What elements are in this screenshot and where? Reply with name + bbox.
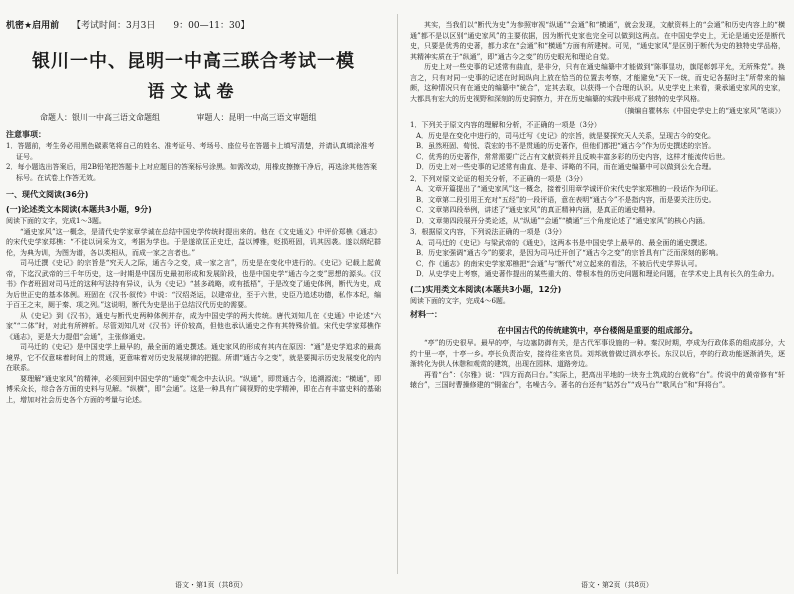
passage-paragraph: 其实，当我们以“断代为史”为参照审视“纵通”“会通”和“横通”，就会发现，文献资料上的“会通”和历史内容上的“横通”都不是以区别“通史家风”的主要依据，因为断代史家也完全可以做到这两点。在中国史学史上，无论是通史还是断代史，只要是优秀的史著，都力求在“会通”和“横通”方面有所建树。可见，“通史家风”是区别于断代为史的独特史学品格，其精神实质在于“纵通”，即“通古今之变”的历史眼光和理论自觉。 bbox=[410, 21, 785, 61]
question-option: C．文章第四段举例，讲述了“通史家风”的真正精神内涵，是真正的通史精神。 bbox=[416, 206, 660, 214]
question-option: B．虽然班固、荀悦、袁宏的书不是贯通的历史著作，但他们都把“通古今”作为历史撰述的宗旨。 bbox=[416, 142, 716, 150]
question-option: A．文章开篇提出了“通史家风”这一概念，接着引用章学诚评价宋代史学家郑樵的一段话作为印证。 bbox=[416, 185, 723, 193]
question-option: D．文章第四段展开分类论述，从“纵通”“会通”“横通”三个角度论述了“通史家风”的核心内涵。 bbox=[416, 216, 710, 225]
question-option: B．历史家强调“通古今”的要求，是因为司马迁开创了“通古今之变”的宗旨具有广泛而深刻的影响。 bbox=[416, 249, 723, 257]
question-stem: 2．下列对原文论证的相关分析，不正确的一项是（3分） bbox=[410, 174, 587, 183]
page-footer-right: 语文・第2页（共8页） bbox=[581, 581, 653, 589]
left-column bbox=[6, 20, 381, 580]
question-option: C．优秀的历史著作，常常需要广泛占有文献资料并且反映丰富多彩的历史内容，这样才能流传后世。 bbox=[416, 152, 730, 161]
passage-paragraph: “通史家风”这一概念，是清代史学家章学诚在总结中国史学传统时提出来的。他在《文史通义》中评价郑樵《通志》的宋代史学家郑樵：“不徒以词采为文，考据为学也。于是遂欲匡正史迁，益以博雅，贬损班固，讥其因袭。遂以纲纪群伦，为典为训，为图为谱，各以类相从，而成一家之言者也。” bbox=[6, 227, 381, 257]
secret-label: 机密★启用前 bbox=[6, 21, 60, 31]
subsection-heading: (二)实用类文本阅读(本题共3小题，12分) bbox=[410, 284, 562, 294]
question-option: B．文章第二段引用王充对“五经”的一段评语，意在表明“通古今”不是指内容，而是要关注历史。 bbox=[416, 195, 716, 204]
question-option: A．司马迁的《史记》与梁武帝的《通史》，这两本书是中国史学上最早的、最全面的通史撰述。 bbox=[416, 238, 712, 247]
question-option: C．作《通志》的南宋史学家郑樵把“会通”与“断代”对立起来的看法，不被后代史学界认可。 bbox=[416, 259, 702, 268]
column-divider bbox=[397, 14, 398, 574]
passage-paragraph: 要理解“通史家风”的精神，必须回到中国史学的“通变”观念中去认识。“纵通”，即贯通古今，追溯源流；“横通”，即博采众长，综合各方面的史料与见解。“纵横”，即“会通”。这是一种具有广阔视野的史学精神，即在占有丰富史料的基础上，增加对社会历史各个方面的考量与论述。 bbox=[6, 374, 381, 404]
writer: 命题人：银川一中高三语文命题组 bbox=[40, 113, 160, 122]
material-label: 材料一： bbox=[410, 310, 442, 319]
question-option: D．从史学史上考察，通史著作提出的某些重大的、带根本性的历史问题和理论问题，在学术史上具有长久的生命力。 bbox=[416, 270, 779, 278]
reviewer: 审题人：昆明一中高三语文审题组 bbox=[196, 113, 317, 122]
material-title: 在中国古代的传统建筑中，亭台楼阁是重要的组成部分。 bbox=[497, 325, 698, 335]
notice-item: 1．答题前，考生务必用黑色碳素笔将自己的姓名、准考证号、考场号、座位号在答题卡上填写清楚，并请认真填涂准考证号。 bbox=[6, 142, 375, 161]
exam-header bbox=[6, 20, 381, 33]
question-option: A．历史是在变化中进行的，司马迁写《史记》的宗旨，就是要探究天人关系，呈现古今的变化。 bbox=[416, 131, 716, 140]
right-column bbox=[410, 20, 785, 580]
notice-heading: 注意事项： bbox=[6, 130, 46, 139]
question-stem: 3．根据原文内容，下列说法正确的一项是（3分） bbox=[410, 228, 566, 236]
passage-paragraph: 司马迁的《史记》是中国史学上最早的，最全面的通史撰述。通史家风的形成有其内在原因：“通”是史学追求的最高境界，它不仅意味着时间上的贯通，更意味着对历史发展规律的把握。所谓“通古今之变”，就是要揭示历史发展变化的内在联系。 bbox=[6, 343, 381, 372]
exam-title: 银川一中、昆明一中高三联合考试一模 bbox=[32, 51, 355, 72]
question-stem: 1．下列关于原文内容的理解和分析，不正确的一项是（3分） bbox=[410, 121, 601, 129]
passage-paragraph: 司马迁撰《史记》的宗旨是“究天人之际，通古今之变，成一家之言”，历史是在变化中进行的。《史记》记载上起黄帝，下迄汉武帝的三千年历史，这一时期是中国历史最初形成和发展阶段，也是中国史学“通古今之变”思想的源头。《汉书》作者班固对司马迁的这种写法持有异议，认为《史记》“甚多疏略，或有抵梧”，于是改变了通史体例，断代为史，成为后世正史的基本体例。班固在《汉书·叙传》中说：“汉绍尧运，以建帝业，至于六世，史臣乃追述功德，私作本纪，编于百王之末，厕于秦、项之列。”这说明，断代为史是出于总结汉代历史的需要。 bbox=[6, 259, 381, 309]
passage-paragraph: 历史上对一些史事的记述常有曲直，是非分，只有在通史编纂中才能做到“陈事显功，旗尾彰郭平允，无所殊党”。换言之，只有对同一史事的记述在时间纵向上放在恰当的位置去考察，才能避免“天下一统，而史记各据时主”所带来的偏颇，这种情况只有在通史的编纂中“統合”，定其去取，以获得一个合理的认识。从史学史上来看，秉承通史家风的史家，大都具有宏大的历史视野和深刻的历史洞察力，并在历史编纂的实践中形成了独特的史学风格。 bbox=[410, 63, 785, 103]
material-paragraph: 再看“台”：《尔雅》说：“四方而高曰台。”实际上，把高出平地的一块夯土筑成的台就称“台”。传说中的黄帝修有“轩辕台”，三国时曹操修建的“铜雀台”，名噪古今。著名的台还有“姑苏台”“戏马台”“歌风台”和“拜将台”。 bbox=[410, 370, 785, 389]
exam-subject: 语文试卷 bbox=[147, 82, 240, 102]
question-option: D．历史上对一些史事的记述常有曲直、是非、详略的不同，而在通史编纂中可以做到公允合理。 bbox=[416, 163, 716, 171]
reading-instruction: 阅读下面的文字，完成1～3题。 bbox=[6, 217, 106, 225]
notice-item: 2．每小题选出答案后，用2B铅笔把答题卡上对应题目的答案标号涂黑。如需改动，用橡皮擦擦干净后，再选涂其他答案标号。在试卷上作答无效。 bbox=[6, 163, 378, 182]
page-footer-left: 语文・第1页（共8页） bbox=[175, 581, 247, 589]
passage-paragraph: 从《史记》到《汉书》，通史与断代史两种体例并存，成为中国史学的两大传统。唐代刘知几在《史通》中论述“六家”“二体”时，对此有所辨析。尽管刘知几对《汉书》评价较高，但他也承认通史之作有其特殊价值。宋代史学家郑樵作《通志》，更是大力提倡“会通”，主张修通史。 bbox=[6, 311, 381, 341]
section-heading: 一、现代文阅读(36分) bbox=[6, 190, 89, 199]
authors-line bbox=[40, 112, 381, 123]
reading-instruction: 阅读下面的文字，完成4～6题。 bbox=[410, 296, 510, 305]
material-paragraph: “亭”的历史很早。最早的亭，与边塞防御有关，是古代军事设施的一种。秦汉时期，亭成为行政体系的组成部分，大约十里一亭，十亭一乡。亭长负责治安，接待往来官员。刘邦就曾做过泗水亭长。东汉以后，亭的行政功能逐渐消失，逐渐转化为供人休憩和观赏的建筑，出现在园林、道路旁边。 bbox=[410, 339, 785, 368]
passage-source: （摘编自瞿林东《中国史学史上的“通史家风”笔谈》） bbox=[620, 107, 785, 115]
subsection-heading: (一)论述类文本阅读(本题共3小题，9分) bbox=[6, 205, 152, 214]
exam-time: 【考试时间：3月3日 9：00—11：30】 bbox=[71, 21, 250, 31]
